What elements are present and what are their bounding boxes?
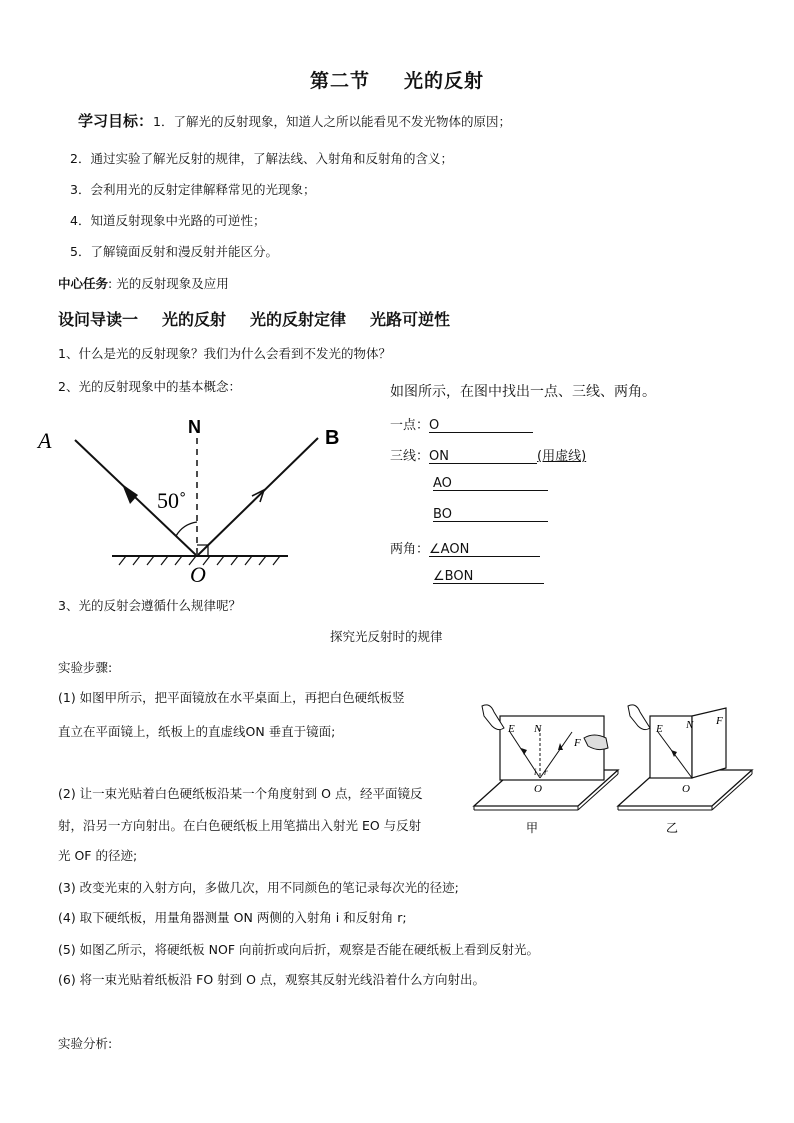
- steps-label: 实验步骤:: [58, 660, 113, 675]
- title-part2: 光的反射: [404, 70, 485, 92]
- goals-label: 学习目标：: [78, 112, 154, 130]
- goal-item: 4．知道反射现象中光路的可逆性；: [70, 213, 266, 228]
- section-heading-b: 光的反射: [162, 310, 227, 329]
- concept-line1: ON: [429, 449, 449, 464]
- label-N: N: [686, 719, 694, 731]
- caption-jia: 甲: [526, 821, 539, 835]
- step-6: (6) 将一束光贴着纸板沿 FO 射到 O 点，观察其反射光线沿着什么方向射出。: [58, 972, 485, 987]
- figure-yi: [616, 698, 756, 840]
- step-2c: 光 OF 的径迹;: [58, 848, 138, 863]
- goal-item: 2．通过实验了解光反射的规律，了解法线、入射角和反射角的含义；: [70, 151, 453, 166]
- concept-point: [390, 414, 533, 433]
- fill-blank[interactable]: [433, 476, 548, 491]
- fill-blank[interactable]: [429, 418, 533, 433]
- incident-arrow-icon: [122, 484, 138, 504]
- step-3: (3) 改变光束的入射方向，多做几次，用不同颜色的笔记录每次光的径迹;: [58, 880, 459, 895]
- step-2b: 射，沿另一方向射出。在白色硬纸板上用笔描出入射光 EO 与反射: [58, 818, 422, 833]
- question-1: 1、什么是光的反射现象？我们为什么会看到不发光的物体？: [58, 346, 391, 361]
- goal-item: 1．了解光的反射现象，知道人之所以能看见不发光物体的原因；: [153, 114, 511, 129]
- label-B: B: [325, 427, 340, 449]
- concept-angles: [390, 538, 540, 557]
- concept-line3: [433, 507, 548, 522]
- step-5: (5) 如图乙所示，将硬纸板 NOF 向前折或向后折，观察是否能在硬纸板上看到反射光。: [58, 942, 540, 957]
- concept-line1-note: (用虚线): [537, 449, 587, 464]
- concept-angle2: [433, 569, 544, 584]
- label-O: O: [682, 783, 690, 795]
- goal-item: 3．会利用光的反射定律解释常见的光现象；: [70, 182, 316, 197]
- goals-line-1: [78, 110, 511, 131]
- label-O: O: [190, 562, 206, 587]
- concepts-intro: 如图所示，在图中找出一点、三线、两角。: [390, 384, 656, 400]
- experiment-title: 探究光反射时的规律: [330, 629, 443, 644]
- label-E: E: [656, 723, 663, 735]
- label-A: A: [38, 428, 52, 453]
- step-2a: (2) 让一束光贴着白色硬纸板沿某一个角度射到 O 点，经平面镜反: [58, 786, 423, 801]
- label-angle: 50˚: [157, 488, 187, 513]
- concept-line3-label: BO: [433, 507, 452, 522]
- reflected-ray: [197, 438, 318, 556]
- label-F: F: [716, 715, 723, 727]
- step-1b: 直立在平面镜上，纸板上的直虚线ON 垂直于镜面;: [58, 724, 336, 739]
- angle-arc: [176, 522, 197, 536]
- white-board: [500, 716, 604, 780]
- analysis-label: 实验分析:: [58, 1036, 113, 1051]
- section-heading-d: 光路可逆性: [370, 310, 451, 329]
- label-N: N: [188, 417, 201, 437]
- hand-icon: [628, 705, 650, 730]
- step-1a: (1) 如图甲所示，把平面镜放在水平桌面上，再把白色硬纸板竖: [58, 690, 405, 705]
- label-N: N: [534, 723, 542, 735]
- question-3: 3、光的反射会遵循什么规律呢？: [58, 598, 241, 613]
- question-2: 2、光的反射现象中的基本概念：: [58, 379, 241, 394]
- label-F: F: [574, 737, 581, 749]
- label-O: O: [534, 783, 542, 795]
- center-task-text: : 光的反射现象及应用: [108, 276, 229, 291]
- concept-lines: [390, 445, 586, 464]
- label-E: E: [508, 723, 515, 735]
- concept-angle2-label: ∠BON: [433, 569, 474, 584]
- goal-item: 5．了解镜面反射和漫反射并能区分。: [70, 244, 278, 259]
- section-heading-a: 设问导读一: [58, 310, 139, 329]
- step-4: (4) 取下硬纸板，用量角器测量 ON 两侧的入射角 i 和反射角 r;: [58, 910, 407, 925]
- fill-blank[interactable]: [433, 569, 544, 584]
- concept-line2-label: AO: [433, 476, 452, 491]
- center-task-label: 中心任务: [58, 276, 109, 291]
- page-title: [0, 66, 794, 93]
- concept-lines-label: 三线：: [390, 449, 430, 464]
- concept-line2: [433, 476, 548, 491]
- title-part1: 第二节: [309, 70, 370, 92]
- figure-jia: [472, 698, 622, 840]
- fill-blank[interactable]: [429, 542, 540, 557]
- concept-point-label: 一点：: [390, 418, 430, 433]
- concept-angle1: ∠AON: [429, 542, 470, 557]
- section-heading-c: 光的反射定律: [250, 310, 347, 329]
- center-task: [58, 274, 229, 292]
- label-r: r: [544, 767, 548, 777]
- fill-blank[interactable]: [429, 449, 537, 464]
- reflection-diagram: [30, 410, 370, 590]
- section-heading: [58, 307, 450, 330]
- fill-blank[interactable]: [433, 507, 548, 522]
- label-i: i: [534, 767, 537, 777]
- caption-yi: 乙: [666, 821, 679, 835]
- concept-point-value: O: [429, 418, 440, 433]
- concept-angles-label: 两角：: [390, 542, 430, 557]
